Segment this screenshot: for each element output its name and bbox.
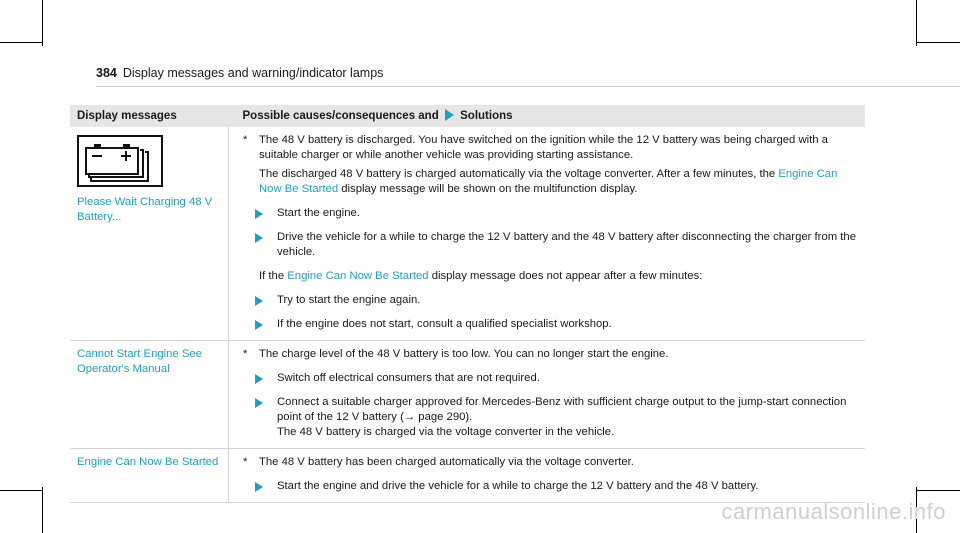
cause-item — [243, 455, 859, 470]
table-row — [70, 127, 865, 341]
step-arrow-icon — [255, 482, 263, 492]
step-arrow-icon — [255, 398, 263, 408]
note-text: The 48 V battery is charged via the voltage converter in the vehicle. — [277, 426, 615, 438]
col-display-messages-header: Display messages — [70, 105, 229, 127]
solution-step — [243, 293, 859, 308]
step-text: Start the engine. — [277, 207, 360, 219]
step-arrow-icon — [255, 209, 263, 219]
step-arrow-icon — [255, 296, 263, 306]
crop-mark — [0, 490, 42, 491]
condition-text: display message does not appear after a few minutes: — [431, 270, 703, 282]
cause-item — [243, 133, 859, 163]
cause-item — [243, 347, 859, 362]
step-text: If the engine does not start, consult a qualified specialist workshop. — [277, 318, 612, 330]
col-causes-header-suffix: Solutions — [460, 110, 513, 122]
cause-text: The 48 V battery has been charged automatically via the voltage converter. — [259, 456, 634, 468]
causes-cell — [229, 341, 866, 449]
display-message-text: Engine Can Now Be Started — [77, 456, 219, 468]
col-causes-header — [229, 105, 866, 127]
crop-mark — [0, 42, 42, 43]
message-reference: Engine Can Now Be Started — [287, 270, 429, 282]
table-row — [70, 449, 865, 503]
step-arrow-icon — [255, 320, 263, 330]
consequence-text: display message will be shown on the multifunction display. — [341, 183, 638, 195]
causes-cell — [229, 449, 866, 503]
cause-text: The charge level of the 48 V battery is too low. You can no longer start the engine. — [259, 348, 669, 360]
consequence-paragraph — [243, 167, 859, 197]
step-arrow-icon — [255, 233, 263, 243]
watermark: carmanualsonline.info — [721, 499, 946, 524]
battery-warning-icon — [77, 135, 163, 187]
page-header — [96, 66, 383, 80]
cause-marker: * — [243, 134, 248, 146]
crop-mark — [916, 42, 960, 43]
condition-text: If the — [259, 270, 285, 282]
solution-step — [243, 230, 859, 260]
solution-step — [243, 395, 859, 425]
crop-mark — [916, 0, 917, 46]
message-reference: Engine Can Now Be Started — [259, 168, 838, 195]
message-cell — [70, 449, 229, 503]
step-note — [243, 425, 859, 440]
solution-step — [243, 206, 859, 221]
crop-mark — [42, 487, 43, 533]
cause-marker: * — [243, 348, 248, 360]
cause-text: The 48 V battery is discharged. You have switched on the ignition while the 12 V battery was being charged with a suitable charger or while another vehicle was providing starting assistance. — [259, 134, 828, 161]
message-cell — [70, 341, 229, 449]
step-text: Try to start the engine again. — [277, 294, 421, 306]
col-causes-header-prefix: Possible causes/consequences and — [242, 110, 439, 122]
display-message-text: Please Wait Charging 48 V Battery... — [77, 196, 213, 223]
step-arrow-icon — [255, 374, 263, 384]
solution-step — [243, 479, 859, 494]
solution-arrow-icon — [445, 109, 454, 121]
page-number: 384 — [96, 66, 117, 80]
crop-mark — [42, 0, 43, 46]
message-cell — [70, 127, 229, 341]
step-text: Drive the vehicle for a while to charge the 12 V battery and the 48 V battery after disconnecting the charger from the vehicle. — [277, 231, 856, 258]
consequence-text: The discharged 48 V battery is charged automatically via the voltage converter. After a few minutes, the — [259, 168, 776, 180]
table-row — [70, 341, 865, 449]
header-rule — [96, 86, 960, 87]
solution-step — [243, 317, 859, 332]
step-text: Start the engine and drive the vehicle for a while to charge the 12 V battery and the 48 V battery. — [277, 480, 759, 492]
step-text: Switch off electrical consumers that are not required. — [277, 372, 540, 384]
display-message-text: Cannot Start Engine See Operator's Manual — [77, 348, 202, 375]
causes-cell — [229, 127, 866, 341]
cause-marker: * — [243, 456, 248, 468]
display-messages-table — [70, 105, 865, 503]
solution-step — [243, 371, 859, 386]
step-text: Connect a suitable charger approved for Mercedes-Benz with sufficient charge output to the jump-start connection point of the 12 V battery (→ page 290). — [277, 396, 847, 423]
crop-mark — [916, 490, 960, 491]
table-header-row — [70, 105, 865, 127]
page-title: Display messages and warning/indicator lamps — [122, 66, 384, 80]
condition-paragraph — [243, 269, 859, 284]
